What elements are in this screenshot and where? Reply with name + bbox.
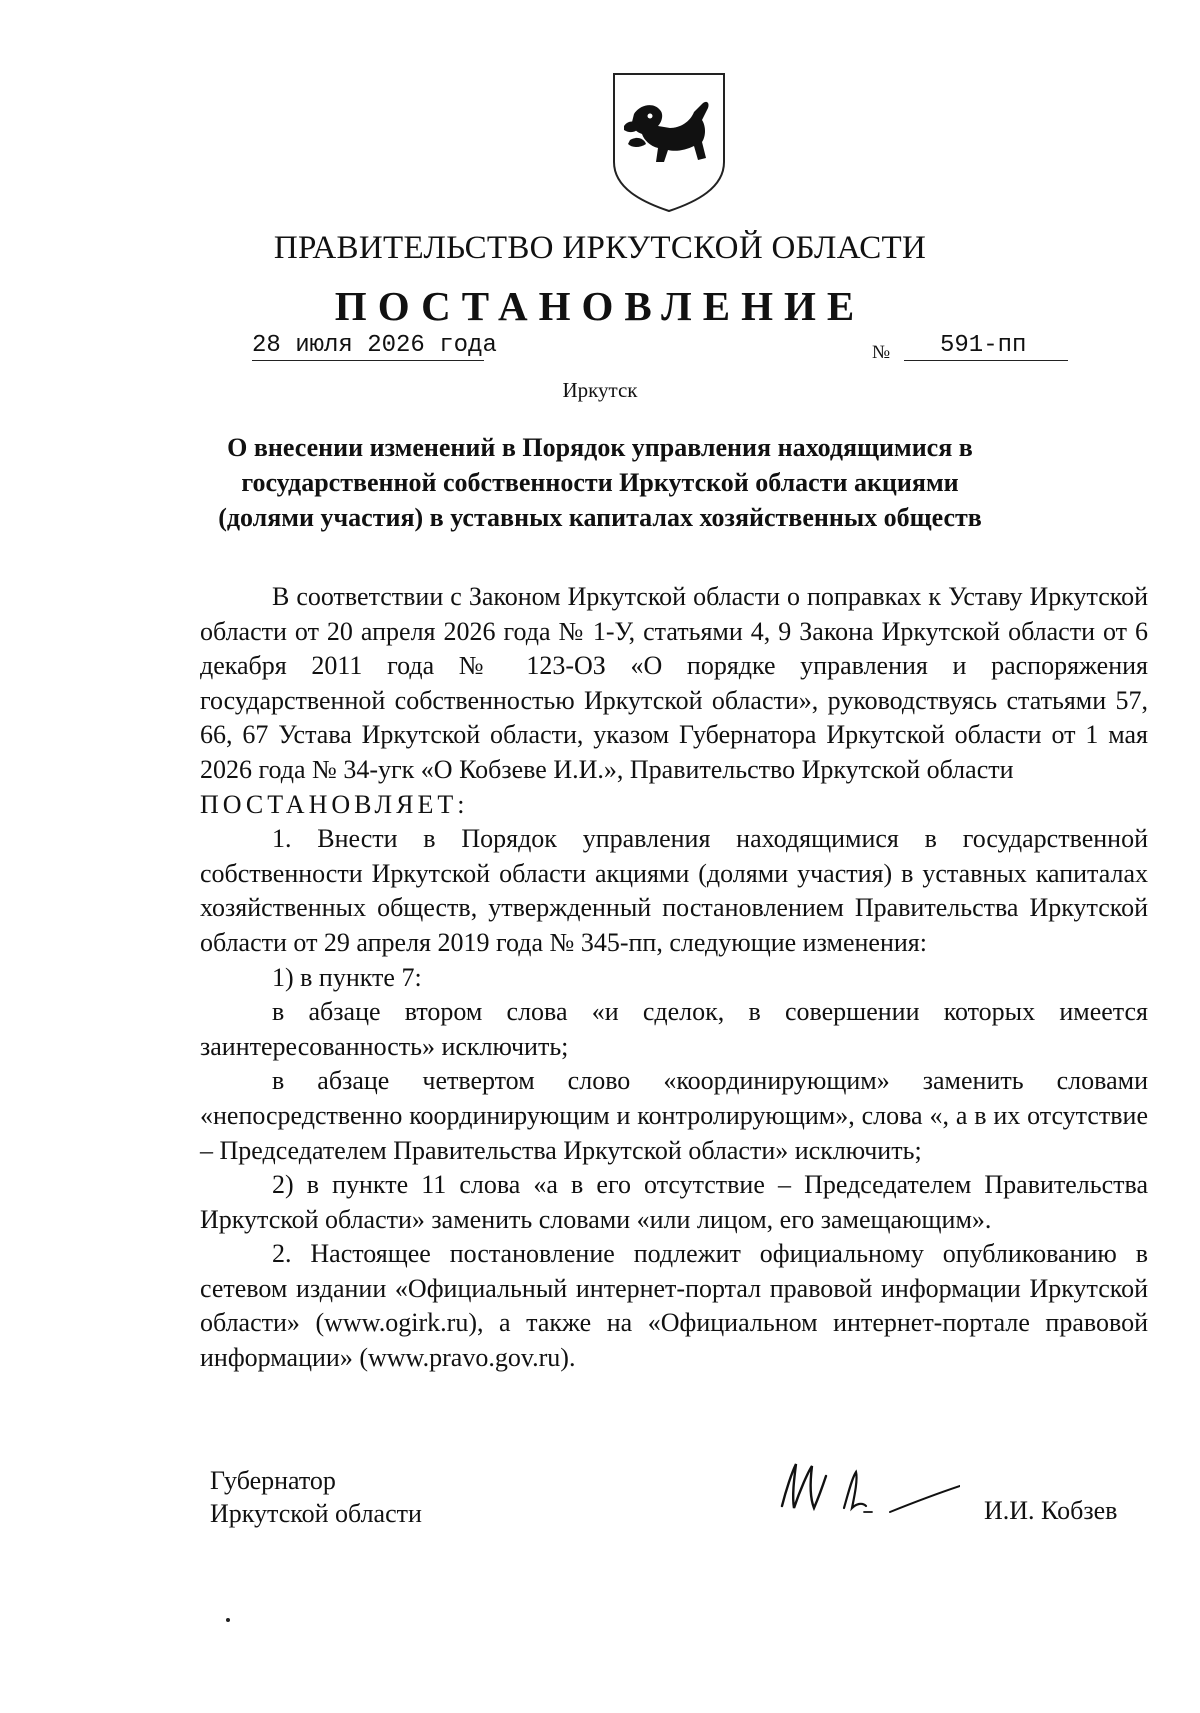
title-line: (долями участия) в уставных капиталах хозяйственных обществ <box>218 503 982 532</box>
document-type: ПОСТАНОВЛЕНИЕ <box>334 283 866 329</box>
scan-speck <box>226 1618 230 1622</box>
document-title <box>200 430 1000 535</box>
position-line: Иркутской области <box>210 1499 422 1528</box>
document-number: 591-пп <box>904 332 1068 361</box>
resolves-heading: ПОСТАНОВЛЯЕТ: <box>200 789 469 819</box>
paragraph-2: 2. Настоящее постановление подлежит официальному опубликованию в сетевом издании «Официальный интернет-портал правовой информации Иркутской области» (www.ogirk.ru), а также на «Официальном интернет-портале правовой информации» (www.pravo.gov.ru). <box>200 1239 1148 1373</box>
paragraph-1: 1. Внести в Порядок управления находящимися в государственной собственности Иркутской области акциями (долями участия) в уставных капиталах хозяйственных обществ, утвержденный постановлением Правительства Иркутской области от 29 апреля 2019 года № 345-пп, следующие изменения: <box>200 824 1148 957</box>
city: Иркутск <box>562 378 638 402</box>
position-line: Губернатор <box>210 1466 336 1495</box>
signatory-name: И.И. Кобзев <box>984 1496 1118 1525</box>
paragraph-1-1-b: в абзаце четвертом слово «координирующим» заменить словами «непосредственно координирующим и контролирующим», слова «, а в их отсутствие – Председателем Правительства Иркутской области» исключить; <box>200 1066 1148 1165</box>
handwritten-signature <box>760 1450 960 1520</box>
title-line: О внесении изменений в Порядок управления находящимися в <box>227 433 973 462</box>
paragraph-1-1: 1) в пункте 7: <box>272 962 422 992</box>
coat-of-arms-icon <box>610 70 728 214</box>
document-date: 28 июля 2026 года <box>252 332 497 359</box>
document-body <box>200 580 1148 1376</box>
paragraph-1-2: 2) в пункте 11 слова «а в его отсутствие – Председателем Правительства Иркутской области» заменить словами «или лицом, его замещающим». <box>200 1170 1148 1234</box>
preamble-paragraph: В соответствии с Законом Иркутской области о поправках к Уставу Иркутской области от 20 апреля 2026 года № 1-У, статьями 4, 9 Закона Иркутской области от 6 декабря 2011 года № 123-ОЗ «О порядке управления и распоряжения государственной собственностью Иркутской области», руководствуясь статьями 57, 66, 67 Устава Иркутской области, указом Губернатора Иркутской области от 1 мая 2026 года № 34-угк «О Кобзеве И.И.», Правительство Иркутской области <box>200 582 1148 784</box>
number-label: № <box>872 342 891 363</box>
paragraph-1-1-a: в абзаце втором слова «и сделок, в совершении которых имеется заинтересованность» исключить; <box>200 997 1148 1061</box>
title-line: государственной собственности Иркутской области акциями <box>241 468 959 497</box>
signatory-position <box>210 1464 422 1530</box>
organization-name: ПРАВИТЕЛЬСТВО ИРКУТСКОЙ ОБЛАСТИ <box>273 230 927 266</box>
